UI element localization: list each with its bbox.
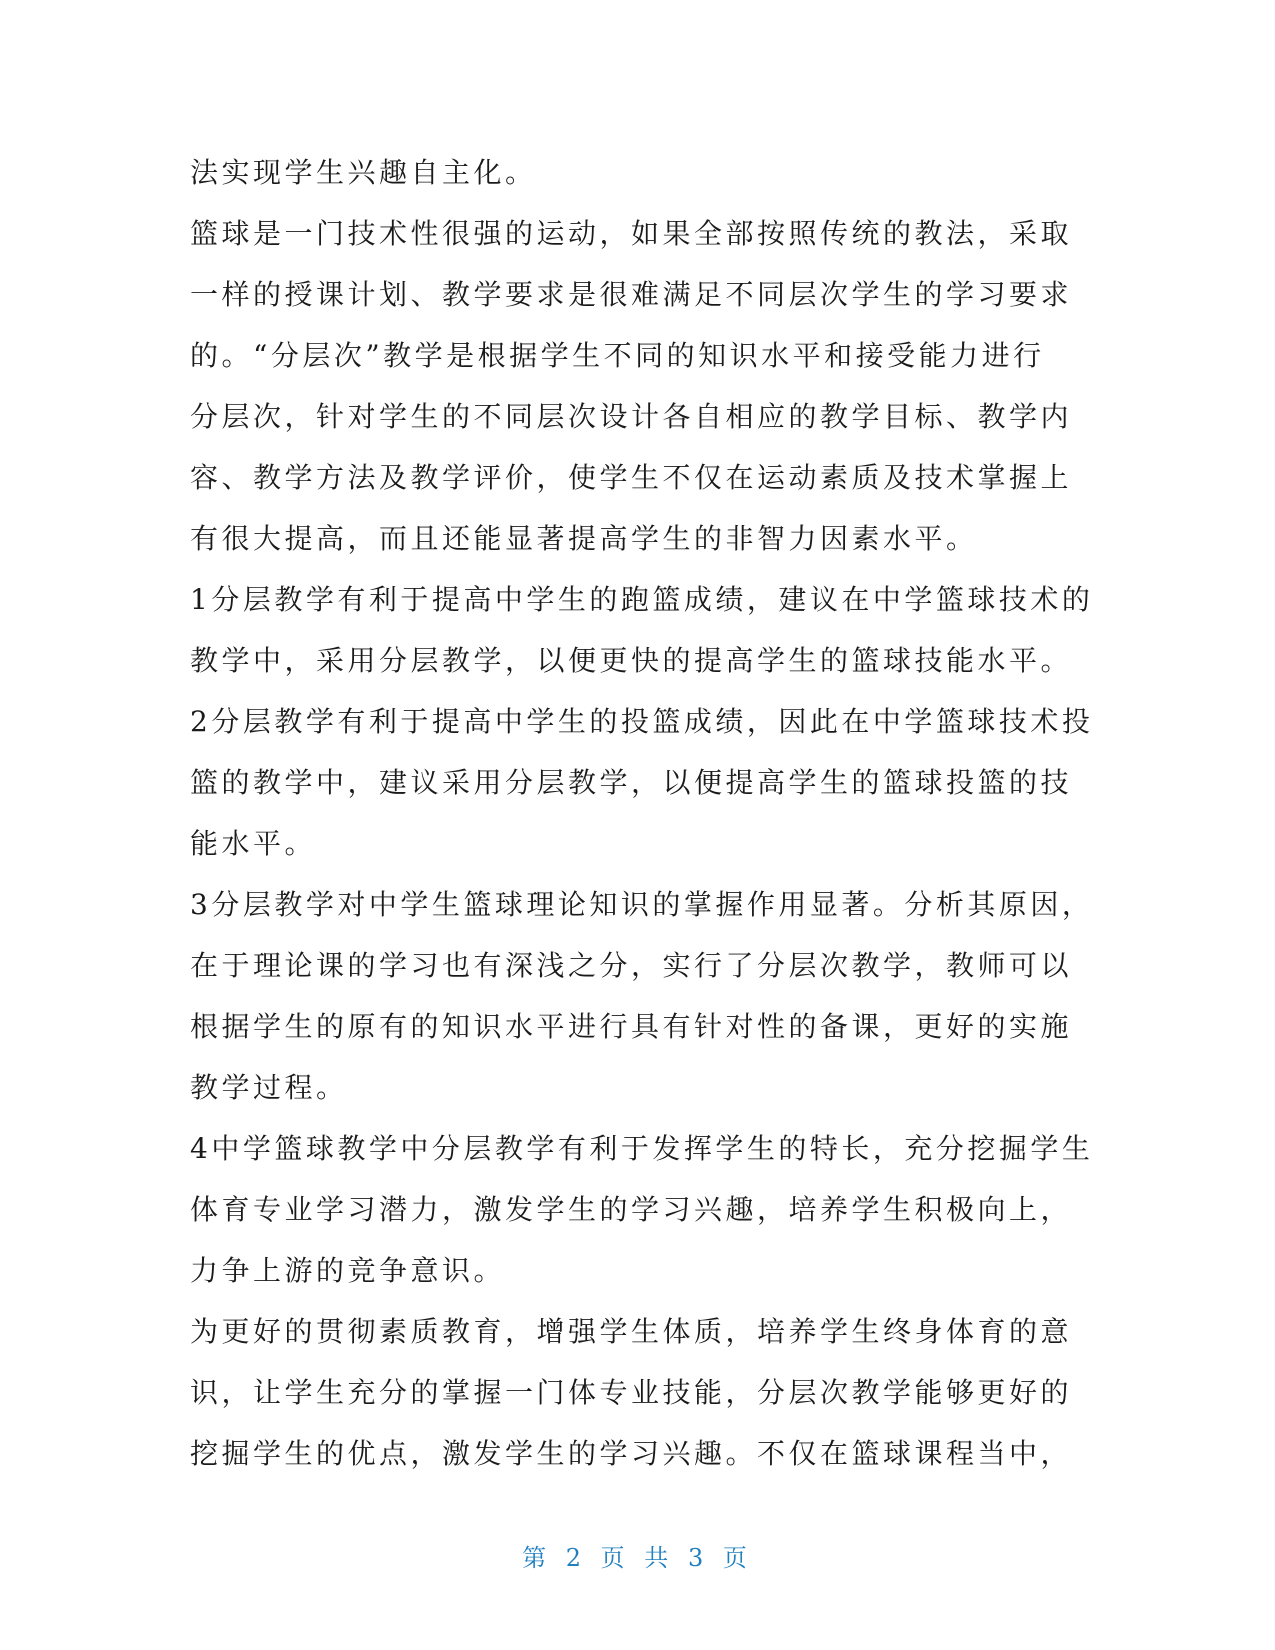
paragraph <box>190 1118 1094 1301</box>
text-line: 的。“分层次”教学是根据学生不同的知识水平和接受能力进行 <box>190 339 1045 372</box>
page-footer <box>0 1538 1275 1573</box>
page-number: 第 2 页 共 3 页 <box>522 1544 753 1572</box>
text-line: 教学过程。 <box>190 1071 348 1104</box>
text-line: 为更好的贯彻素质教育，增强学生体质，培养学生终身体育的意 <box>190 1315 1073 1348</box>
text-line: 力争上游的竞争意识。 <box>190 1254 506 1287</box>
text-line: 体育专业学习潜力，激发学生的学习兴趣，培养学生积极向上， <box>190 1193 1073 1226</box>
text-line: 容、教学方法及教学评价，使学生不仅在运动素质及技术掌握上 <box>190 461 1073 494</box>
paragraph <box>190 691 1094 874</box>
text-line: 在于理论课的学习也有深浅之分，实行了分层次教学，教师可以 <box>190 949 1073 982</box>
text-line: 篮球是一门技术性很强的运动，如果全部按照传统的教法，采取 <box>190 217 1073 250</box>
document-body <box>190 142 1094 1484</box>
text-line: 识，让学生充分的掌握一门体专业技能，分层次教学能够更好的 <box>190 1376 1073 1409</box>
text-line: 4中学篮球教学中分层教学有利于发挥学生的特长，充分挖掘学生 <box>190 1132 1094 1165</box>
text-line: 教学中，采用分层教学，以便更快的提高学生的篮球技能水平。 <box>190 644 1073 677</box>
paragraph <box>190 874 1094 1118</box>
text-line: 挖掘学生的优点，激发学生的学习兴趣。不仅在篮球课程当中， <box>190 1437 1073 1470</box>
text-line: 篮的教学中，建议采用分层教学，以便提高学生的篮球投篮的技 <box>190 766 1073 799</box>
text-line: 有很大提高，而且还能显著提高学生的非智力因素水平。 <box>190 522 978 555</box>
text-line: 2分层教学有利于提高中学生的投篮成绩，因此在中学篮球技术投 <box>190 705 1094 738</box>
text-line: 一样的授课计划、教学要求是很难满足不同层次学生的学习要求 <box>190 278 1073 311</box>
text-line: 能水平。 <box>190 827 317 860</box>
text-line: 1分层教学有利于提高中学生的跑篮成绩，建议在中学篮球技术的 <box>190 583 1094 616</box>
paragraph <box>190 569 1094 691</box>
paragraph <box>190 203 1085 569</box>
text-line: 3分层教学对中学生篮球理论知识的掌握作用显著。分析其原因， <box>190 888 1094 921</box>
paragraph <box>190 142 1085 203</box>
text-line: 分层次，针对学生的不同层次设计各自相应的教学目标、教学内 <box>190 400 1073 433</box>
paragraph <box>190 1301 1085 1484</box>
text-line: 法实现学生兴趣自主化。 <box>190 156 537 189</box>
text-line: 根据学生的原有的知识水平进行具有针对性的备课，更好的实施 <box>190 1010 1073 1043</box>
